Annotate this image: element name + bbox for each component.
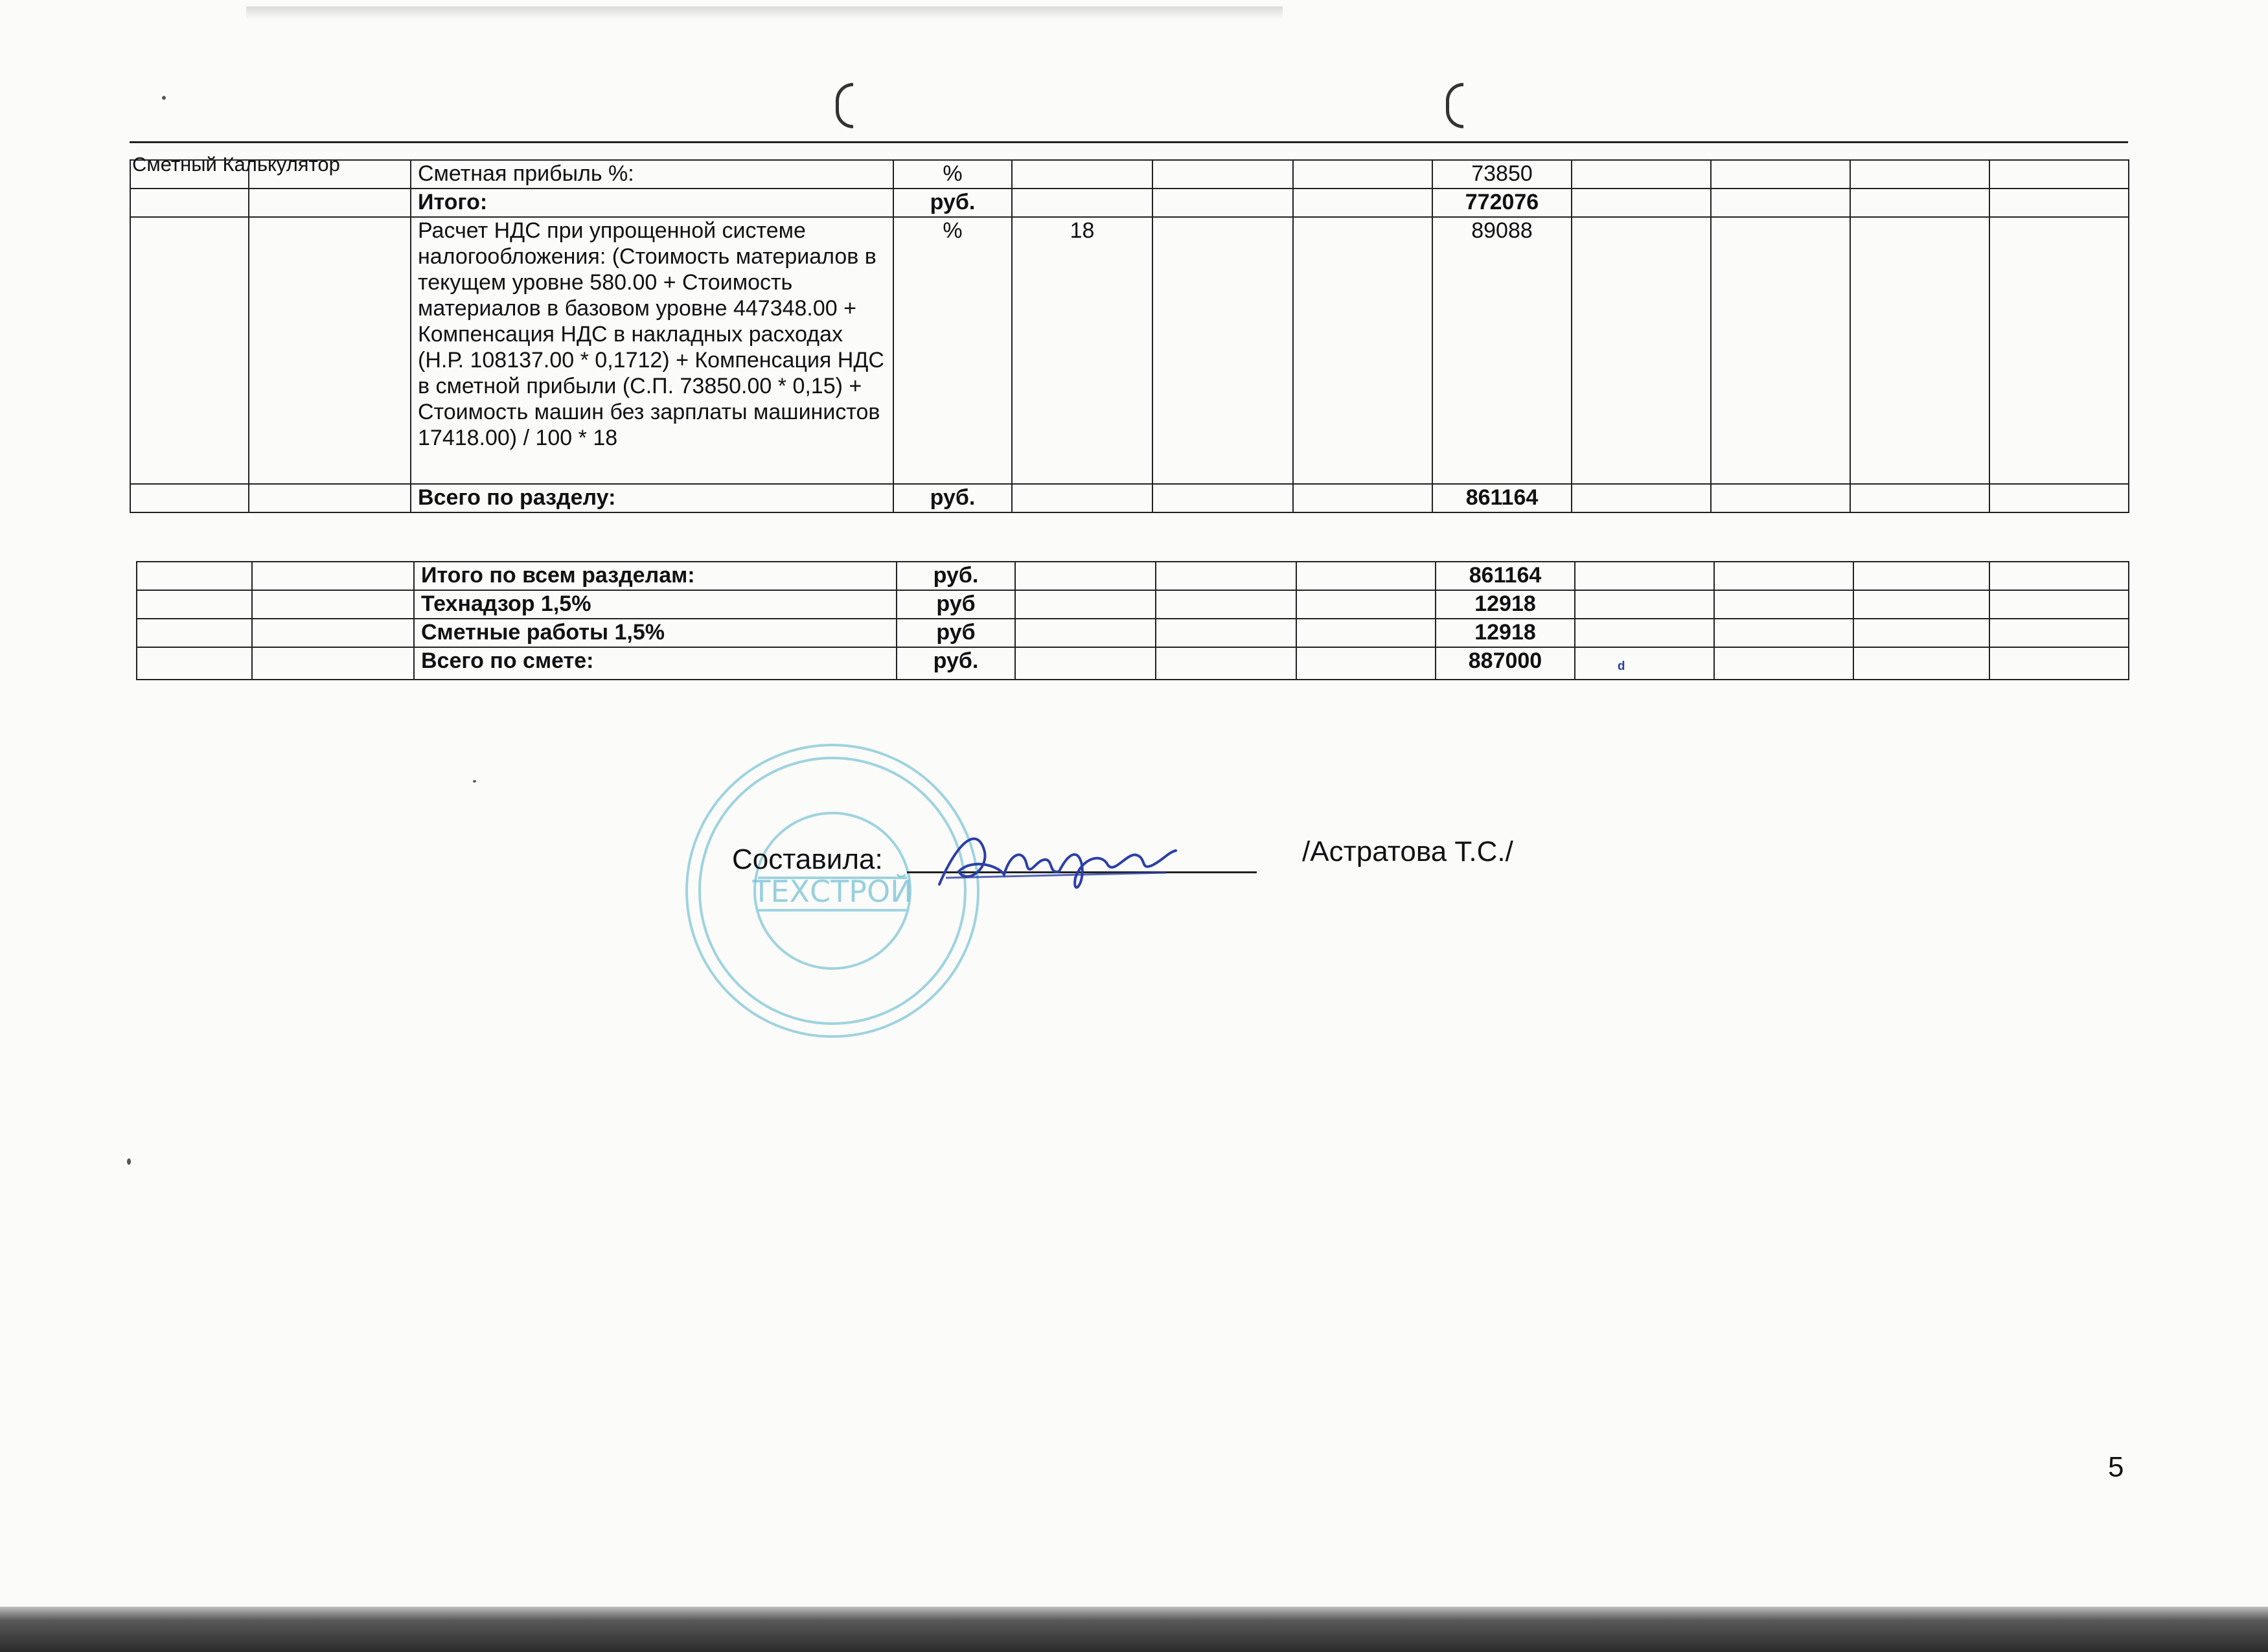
cell-empty xyxy=(1296,562,1436,590)
summary-table xyxy=(136,561,2129,680)
scan-speck xyxy=(127,1158,131,1165)
cell-empty xyxy=(1152,217,1293,484)
cell-empty xyxy=(1711,160,1850,189)
section-table xyxy=(130,159,2129,513)
row-unit: руб. xyxy=(897,647,1015,680)
scan-speck xyxy=(162,96,166,100)
cell-empty xyxy=(1296,590,1436,619)
row-total: 89088 xyxy=(1432,217,1572,484)
stamp-text: ТЕХСТРОЙ xyxy=(752,874,913,909)
cell-empty xyxy=(1850,189,1989,217)
cell-empty xyxy=(1293,160,1432,189)
row-total: 887000 xyxy=(1436,647,1575,680)
cell-empty xyxy=(249,217,411,484)
cell-empty xyxy=(1293,189,1432,217)
punch-hole-left xyxy=(836,83,853,128)
cell-empty xyxy=(1156,590,1296,619)
cell-empty xyxy=(1853,647,1989,680)
cell-empty xyxy=(1575,590,1714,619)
cell-empty xyxy=(1853,590,1989,619)
row-unit: руб. xyxy=(893,189,1012,217)
cell-empty xyxy=(1015,619,1156,647)
header-rule xyxy=(130,141,2128,143)
cell-empty xyxy=(1575,647,1714,680)
row-total: 861164 xyxy=(1432,484,1572,512)
cell-empty xyxy=(1572,484,1711,512)
cell-empty xyxy=(1015,590,1156,619)
cell-empty xyxy=(1989,619,2129,647)
scan-shadow-top xyxy=(246,6,1283,19)
cell-empty xyxy=(249,189,411,217)
cell-empty xyxy=(1714,590,1853,619)
cell-empty xyxy=(1711,217,1850,484)
cell-empty xyxy=(1714,562,1853,590)
cell-empty xyxy=(1152,160,1293,189)
row-total: 73850 xyxy=(1432,160,1572,189)
row-total: 12918 xyxy=(1436,619,1575,647)
app-title: Сметный Калькулятор xyxy=(132,153,340,176)
cell-empty xyxy=(1572,160,1711,189)
row-qty xyxy=(1012,484,1152,512)
cell-empty xyxy=(130,484,249,512)
cell-empty xyxy=(137,647,252,680)
table-row xyxy=(137,619,2129,647)
cell-empty xyxy=(1572,189,1711,217)
signature-label: Составила: xyxy=(732,843,883,875)
ink-mark xyxy=(1618,658,1625,679)
row-description: Технадзор 1,5% xyxy=(414,590,897,619)
table-row xyxy=(137,590,2129,619)
row-description: Итого по всем разделам: xyxy=(414,562,897,590)
cell-empty xyxy=(252,619,414,647)
cell-empty xyxy=(1714,647,1853,680)
cell-empty xyxy=(1015,562,1156,590)
row-description: Расчет НДС при упрощенной системе налогообложения: (Стоимость материалов в текущем уровне 580.00 + Стоимость материалов в базовом уровне 447348.00 + Компенсация НДС в накладных расходах (Н.Р. 108137.00 * 0,1712) + Компенсация НДС в сметной прибыли (С.П. 73850.00 * 0,15) + Стоимость машин без зарплаты машинистов 17418.00) / 100 * 18 xyxy=(411,217,893,484)
cell-empty xyxy=(252,647,414,680)
cell-empty xyxy=(1156,619,1296,647)
cell-empty xyxy=(1711,484,1850,512)
row-description: Всего по разделу: xyxy=(411,484,893,512)
cell-empty xyxy=(130,217,249,484)
signer-name: /Астратова Т.С./ xyxy=(1302,836,1513,867)
row-unit: % xyxy=(893,217,1012,484)
row-unit: руб. xyxy=(897,562,1015,590)
row-unit: руб. xyxy=(893,484,1012,512)
cell-empty xyxy=(1989,590,2129,619)
cell-empty xyxy=(1152,484,1293,512)
row-qty xyxy=(1012,189,1152,217)
cell-empty xyxy=(252,562,414,590)
scan-speck xyxy=(473,780,476,783)
cell-empty xyxy=(1711,189,1850,217)
row-qty xyxy=(1012,160,1152,189)
table-row xyxy=(137,562,2129,590)
cell-empty xyxy=(130,189,249,217)
row-unit: % xyxy=(893,160,1012,189)
page-number: 5 xyxy=(2108,1451,2124,1483)
cell-empty xyxy=(1156,562,1296,590)
handwritten-signature xyxy=(920,813,1179,904)
cell-empty xyxy=(1015,647,1156,680)
cell-empty xyxy=(252,590,414,619)
row-total: 861164 xyxy=(1436,562,1575,590)
cell-empty xyxy=(1853,562,1989,590)
cell-empty xyxy=(1296,619,1436,647)
cell-empty xyxy=(1850,217,1989,484)
cell-empty xyxy=(1989,562,2129,590)
ink-tick: ᵈ xyxy=(1618,658,1625,678)
cell-empty xyxy=(1850,160,1989,189)
punch-hole-right xyxy=(1446,83,1463,128)
cell-empty xyxy=(1714,619,1853,647)
row-unit: руб xyxy=(897,590,1015,619)
cell-empty xyxy=(1152,189,1293,217)
row-description: Итого: xyxy=(411,189,893,217)
table-row xyxy=(130,189,2129,217)
cell-empty xyxy=(137,619,252,647)
cell-empty xyxy=(1853,619,1989,647)
cell-empty xyxy=(1989,217,2129,484)
table-row xyxy=(130,217,2129,484)
cell-empty xyxy=(1989,189,2129,217)
cell-empty xyxy=(137,562,252,590)
cell-empty xyxy=(1989,484,2129,512)
row-description: Сметная прибыль %: xyxy=(411,160,893,189)
cell-empty xyxy=(137,590,252,619)
cell-empty xyxy=(130,160,249,189)
table-row xyxy=(130,160,2129,189)
cell-empty xyxy=(1850,484,1989,512)
table-row xyxy=(130,484,2129,512)
table-row xyxy=(137,647,2129,680)
cell-empty xyxy=(1989,160,2129,189)
cell-empty xyxy=(1989,647,2129,680)
cell-empty xyxy=(1293,217,1432,484)
cell-empty xyxy=(1575,562,1714,590)
row-qty: 18 xyxy=(1012,217,1152,484)
cell-empty xyxy=(1156,647,1296,680)
row-description: Всего по смете: xyxy=(414,647,897,680)
cell-empty xyxy=(249,160,411,189)
row-total: 12918 xyxy=(1436,590,1575,619)
cell-empty xyxy=(1296,647,1436,680)
cell-empty xyxy=(249,484,411,512)
row-unit: руб xyxy=(897,619,1015,647)
row-description: Сметные работы 1,5% xyxy=(414,619,897,647)
cell-empty xyxy=(1572,217,1711,484)
cell-empty xyxy=(1575,619,1714,647)
scan-shadow-bottom xyxy=(0,1607,2268,1652)
row-total: 772076 xyxy=(1432,189,1572,217)
cell-empty xyxy=(1293,484,1432,512)
